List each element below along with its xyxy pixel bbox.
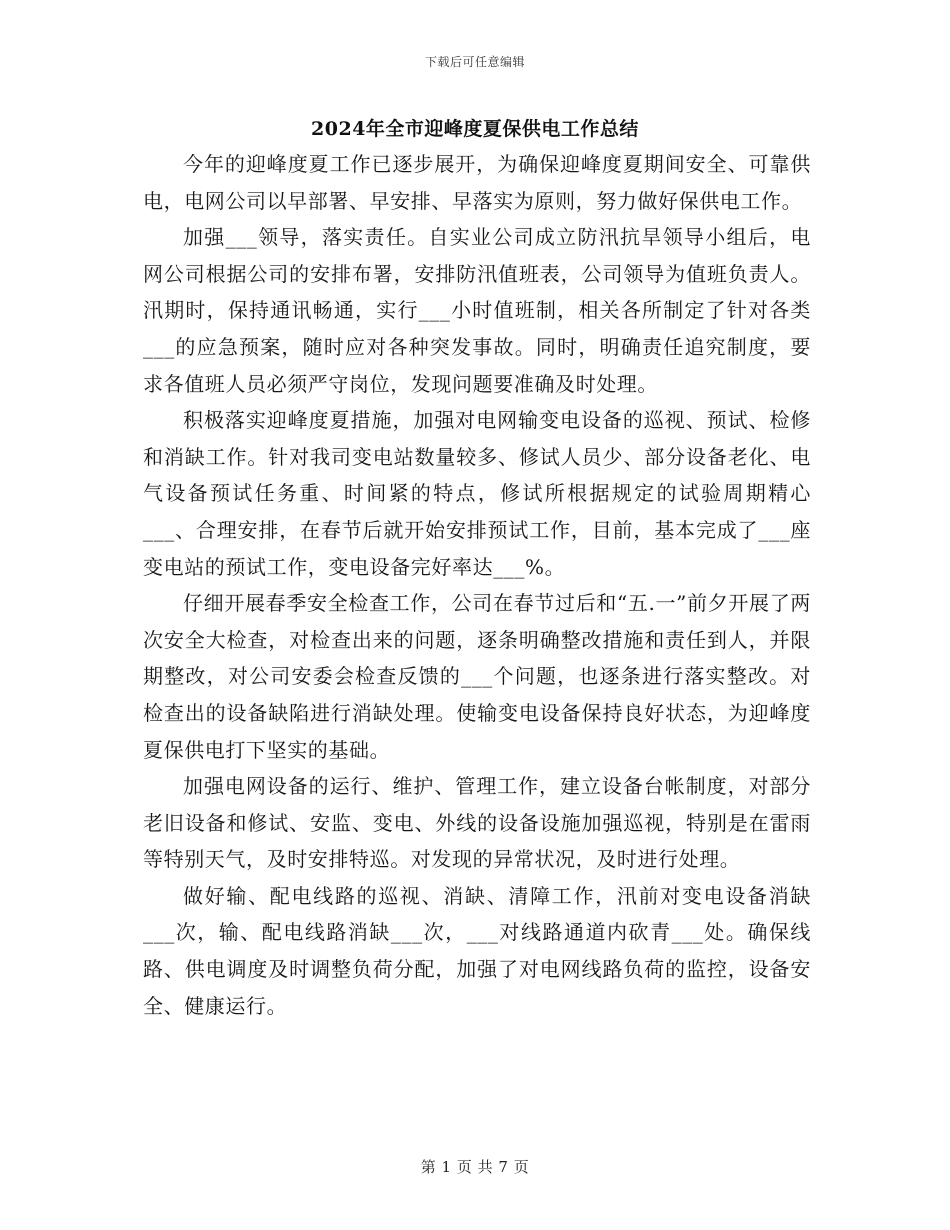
document-title: 2024年全市迎峰度夏保供电工作总结 (311, 118, 639, 140)
paragraph-equipment-maintenance: 加强电网设备的运行、维护、管理工作，建立设备台帐制度，对部分老旧设备和修试、安监、变电、外线的设备设施加强巡视，特别是在雷雨等特别天气，及时安排特巡。对发现的异常状况，及时进行处理。 (143, 774, 811, 872)
page-number: 第 1 页 共 7 页 (420, 1158, 530, 1176)
paragraph-safety-inspection: 仔细开展春季安全检查工作，公司在春节过后和“五.一”前夕开展了两次安全大检查，对检查出来的问题，逐条明确整改措施和责任到人，并限期整改，对公司安委会检查反馈的___个问题，也逐条进行落实整改。对检查出的设备缺陷进行消缺处理。使输变电设备保持良好状态，为迎峰度夏保供电打下坚实的基础。 (143, 591, 811, 762)
paragraph-line-patrol: 做好输、配电线路的巡视、消缺、清障工作，汛前对变电设备消缺___次，输、配电线路消缺___次，___对线路通道内砍青___处。确保线路、供电调度及时调整负荷分配，加强了对电网线路负荷的监控，设备安全、健康运行。 (143, 883, 811, 1018)
paragraph-intro: 今年的迎峰度夏工作已逐步展开，为确保迎峰度夏期间安全、可靠供电，电网公司以早部署、早安排、早落实为原则，努力做好保供电工作。 (143, 152, 811, 213)
paragraph-peak-measures: 积极落实迎峰度夏措施，加强对电网输变电设备的巡视、预试、检修和消缺工作。针对我司变电站数量较多、修试人员少、部分设备老化、电气设备预试任务重、时间紧的特点，修试所根据规定的试验周期精心___、合理安排，在春节后就开始安排预试工作，目前，基本完成了___座变电站的预试工作，变电设备完好率达___%。 (143, 408, 811, 579)
paragraph-leadership: 加强___领导，落实责任。自实业公司成立防汛抗旱领导小组后，电网公司根据公司的安排布署，安排防汛值班表，公司领导为值班负责人。汛期时，保持通讯畅通，实行___小时值班制，相关各所制定了针对各类___的应急预案，随时应对各种突发事故。同时，明确责任追究制度，要求各值班人员必须严守岗位，发现问题要准确及时处理。 (143, 225, 811, 396)
page-header-note: 下载后可任意编辑 (424, 55, 525, 69)
document-body (143, 146, 811, 1024)
